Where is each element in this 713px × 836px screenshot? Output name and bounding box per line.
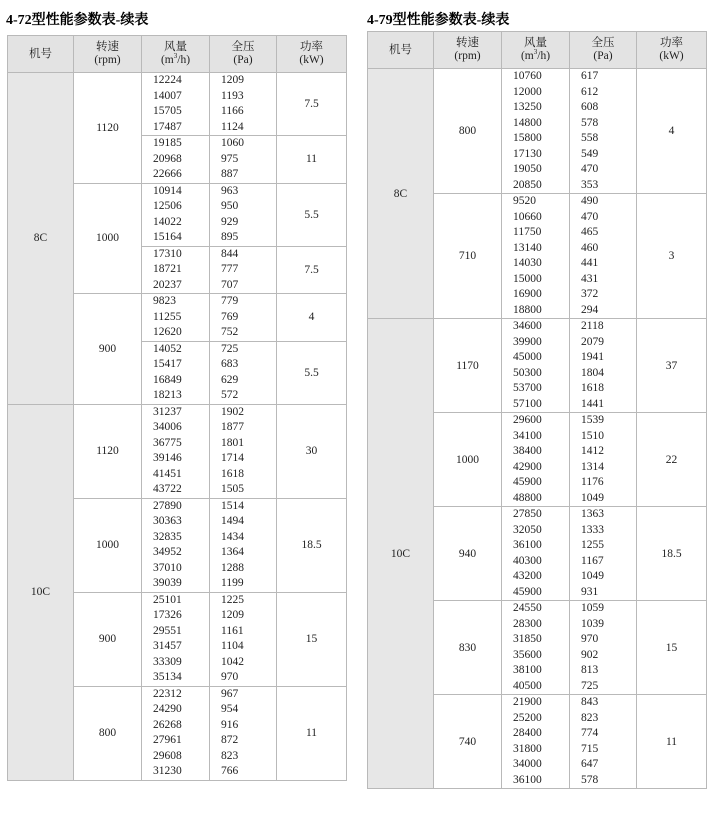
pressure-value: 1618 xyxy=(221,467,244,480)
pressure-value: 1199 xyxy=(221,577,244,589)
pressure-value: 895 xyxy=(221,231,239,243)
flow-value: 11255 xyxy=(153,310,182,323)
pressure-value: 1412 xyxy=(581,445,604,457)
power-cell: 7.5 xyxy=(277,73,347,136)
pressure-value: 970 xyxy=(581,633,599,645)
pressure-value: 578 xyxy=(581,116,599,129)
right-table-title: 4-79型性能参数表-续表 xyxy=(367,13,510,28)
pressure-value: 1804 xyxy=(581,366,604,379)
flow-values-cell xyxy=(502,413,570,507)
table-row xyxy=(8,73,347,136)
flow-value: 29551 xyxy=(153,624,182,637)
power-cell: 11 xyxy=(637,695,707,789)
flow-value: 20237 xyxy=(153,278,182,291)
power-cell: 37 xyxy=(637,319,707,413)
flow-value: 15000 xyxy=(513,272,542,285)
pressure-value: 872 xyxy=(221,734,239,746)
flow-value: 38100 xyxy=(513,664,542,676)
flow-values-cell xyxy=(142,686,210,780)
flow-value: 22312 xyxy=(153,687,182,700)
pressure-value: 1333 xyxy=(581,523,604,536)
flow-value: 14007 xyxy=(153,89,182,102)
header-speed: 转速 (rpm) xyxy=(434,32,502,69)
pressure-value: 975 xyxy=(221,152,239,165)
pressure-value: 1364 xyxy=(221,546,244,558)
pressure-value: 608 xyxy=(581,101,599,113)
flow-value: 50300 xyxy=(513,366,542,379)
header-speed: 转速 (rpm) xyxy=(74,36,142,73)
pressure-value: 1494 xyxy=(221,515,244,527)
pressure-value: 1510 xyxy=(581,429,604,442)
flow-value: 31850 xyxy=(513,633,542,645)
pressure-value: 1042 xyxy=(221,655,244,668)
flow-value: 14022 xyxy=(153,215,182,228)
pressure-value: 931 xyxy=(581,585,599,598)
flow-value: 40300 xyxy=(513,554,542,567)
pressure-value: 2079 xyxy=(581,335,604,348)
left-table-title: 4-72型性能参数表-续表 xyxy=(6,13,149,28)
flow-value: 29600 xyxy=(513,414,542,426)
pressure-value: 777 xyxy=(221,263,239,275)
flow-values-cell xyxy=(142,592,210,686)
flow-values-cell xyxy=(142,498,210,592)
pressure-value: 1877 xyxy=(221,421,244,433)
speed-cell: 1120 xyxy=(74,404,142,498)
speed-cell: 900 xyxy=(74,592,142,686)
pressure-value: 1060 xyxy=(221,137,244,149)
flow-value: 29608 xyxy=(153,749,182,762)
pressure-values-cell xyxy=(210,183,277,246)
pressure-value: 558 xyxy=(581,132,599,144)
flow-value: 38400 xyxy=(513,445,542,457)
flow-value: 34600 xyxy=(513,320,542,332)
flow-value: 36100 xyxy=(513,539,542,551)
flow-value: 31457 xyxy=(153,640,182,652)
pressure-value: 1161 xyxy=(221,624,244,637)
pressure-value: 353 xyxy=(581,178,599,191)
pressure-value: 617 xyxy=(581,70,599,82)
pressure-value: 950 xyxy=(221,200,239,212)
flow-value: 26268 xyxy=(153,718,182,731)
pressure-value: 490 xyxy=(581,195,599,207)
pressure-value: 441 xyxy=(581,257,599,269)
pressure-values-cell xyxy=(570,413,637,507)
flow-value: 42900 xyxy=(513,460,542,473)
flow-value: 10914 xyxy=(153,184,182,197)
pressure-values-cell xyxy=(210,341,277,404)
flow-values-cell xyxy=(502,601,570,695)
pressure-value: 549 xyxy=(581,147,599,160)
flow-value: 10660 xyxy=(513,210,542,223)
flow-values-cell xyxy=(142,404,210,498)
flow-value: 11750 xyxy=(513,226,542,238)
pressure-value: 1166 xyxy=(221,105,244,117)
flow-value: 13250 xyxy=(513,101,542,113)
pressure-values-cell xyxy=(570,601,637,695)
flow-value: 36100 xyxy=(513,773,542,786)
flow-value: 15417 xyxy=(153,358,182,370)
flow-values-cell xyxy=(502,507,570,601)
model-cell: 8C xyxy=(8,73,74,405)
flow-value: 37010 xyxy=(153,561,182,574)
pressure-values-cell xyxy=(570,194,637,319)
flow-values-cell xyxy=(502,695,570,789)
flow-value: 28300 xyxy=(513,617,542,630)
pressure-value: 813 xyxy=(581,664,599,676)
pressure-value: 1193 xyxy=(221,89,244,102)
right-performance-table xyxy=(367,31,707,789)
flow-values-cell xyxy=(142,73,210,136)
speed-cell: 800 xyxy=(74,686,142,780)
speed-cell: 830 xyxy=(434,601,502,695)
flow-value: 16900 xyxy=(513,288,542,300)
flow-value: 41451 xyxy=(153,467,182,480)
pressure-value: 715 xyxy=(581,742,599,755)
speed-cell: 1120 xyxy=(74,73,142,184)
pressure-value: 929 xyxy=(221,215,239,228)
pressure-value: 1514 xyxy=(221,499,244,512)
flow-values-cell xyxy=(142,183,210,246)
pressure-value: 916 xyxy=(221,718,239,731)
flow-values-cell xyxy=(502,69,570,194)
pressure-value: 1049 xyxy=(581,491,604,504)
pressure-value: 725 xyxy=(581,679,599,692)
flow-value: 27890 xyxy=(153,499,182,512)
speed-cell: 800 xyxy=(434,69,502,194)
power-cell: 15 xyxy=(277,592,347,686)
flow-values-cell xyxy=(142,246,210,294)
power-cell: 18.5 xyxy=(277,498,347,592)
power-cell: 5.5 xyxy=(277,183,347,246)
flow-value: 17310 xyxy=(153,247,182,260)
flow-value: 35600 xyxy=(513,648,542,661)
flow-value: 21900 xyxy=(513,696,542,708)
pressure-value: 465 xyxy=(581,226,599,238)
flow-value: 31800 xyxy=(513,742,542,755)
flow-value: 12224 xyxy=(153,74,182,86)
flow-value: 27961 xyxy=(153,734,182,746)
flow-value: 45900 xyxy=(513,476,542,488)
power-cell: 7.5 xyxy=(277,246,347,294)
flow-value: 20850 xyxy=(513,178,542,191)
flow-value: 14800 xyxy=(513,116,542,129)
flow-value: 12000 xyxy=(513,85,542,98)
pressure-value: 1801 xyxy=(221,436,244,449)
power-cell: 3 xyxy=(637,194,707,319)
flow-value: 40500 xyxy=(513,679,542,692)
pressure-value: 1225 xyxy=(221,593,244,606)
flow-value: 24290 xyxy=(153,703,182,715)
pressure-values-cell xyxy=(570,695,637,789)
pressure-value: 954 xyxy=(221,703,239,715)
pressure-value: 578 xyxy=(581,773,599,786)
model-cell: 10C xyxy=(8,404,74,780)
pressure-values-cell xyxy=(570,507,637,601)
flow-value: 16849 xyxy=(153,373,182,386)
flow-value: 13140 xyxy=(513,241,542,254)
header-model: 机号 xyxy=(8,36,74,73)
pressure-value: 2118 xyxy=(581,320,604,332)
flow-value: 24550 xyxy=(513,602,542,614)
flow-value: 22666 xyxy=(153,168,182,180)
pressure-values-cell xyxy=(570,319,637,413)
flow-value: 36775 xyxy=(153,436,182,449)
flow-values-cell xyxy=(142,136,210,184)
pressure-values-cell xyxy=(210,73,277,136)
pressure-value: 774 xyxy=(581,727,599,739)
pressure-value: 470 xyxy=(581,163,599,175)
flow-value: 18800 xyxy=(513,303,542,316)
pressure-value: 1618 xyxy=(581,382,604,394)
flow-value: 15705 xyxy=(153,105,182,117)
pressure-values-cell xyxy=(210,136,277,184)
header-pressure: 全压 (Pa) xyxy=(570,32,637,69)
flow-value: 31237 xyxy=(153,405,182,418)
header-power: 功率 (kW) xyxy=(277,36,347,73)
pressure-value: 970 xyxy=(221,671,239,683)
pressure-value: 887 xyxy=(221,168,239,180)
flow-value: 9823 xyxy=(153,295,176,307)
pressure-value: 967 xyxy=(221,687,239,700)
flow-value: 34000 xyxy=(513,758,542,770)
flow-value: 33309 xyxy=(153,655,182,668)
flow-value: 15800 xyxy=(513,132,542,144)
flow-values-cell xyxy=(502,319,570,413)
flow-value: 31230 xyxy=(153,765,182,777)
pressure-value: 1039 xyxy=(581,617,604,630)
flow-value: 10760 xyxy=(513,70,542,82)
model-cell: 8C xyxy=(368,69,434,319)
flow-value: 25200 xyxy=(513,711,542,724)
pressure-value: 629 xyxy=(221,373,239,386)
power-cell: 15 xyxy=(637,601,707,695)
pressure-value: 647 xyxy=(581,758,599,770)
pressure-value: 752 xyxy=(221,326,239,338)
pressure-value: 707 xyxy=(221,278,239,291)
flow-value: 28400 xyxy=(513,727,542,739)
header-pressure: 全压 (Pa) xyxy=(210,36,277,73)
flow-value: 12620 xyxy=(153,326,182,338)
pressure-values-cell xyxy=(570,69,637,194)
pressure-value: 766 xyxy=(221,765,239,777)
flow-value: 39039 xyxy=(153,577,182,589)
speed-cell: 1000 xyxy=(74,183,142,294)
flow-value: 12506 xyxy=(153,200,182,212)
flow-value: 45000 xyxy=(513,351,542,363)
pressure-value: 1124 xyxy=(221,120,244,133)
power-cell: 18.5 xyxy=(637,507,707,601)
power-cell: 5.5 xyxy=(277,341,347,404)
flow-value: 17326 xyxy=(153,609,182,621)
pressure-value: 779 xyxy=(221,295,239,307)
pressure-values-cell xyxy=(210,246,277,294)
flow-value: 32835 xyxy=(153,530,182,543)
power-cell: 11 xyxy=(277,136,347,184)
flow-value: 18213 xyxy=(153,389,182,401)
pressure-value: 963 xyxy=(221,184,239,197)
power-cell: 4 xyxy=(277,294,347,342)
pressure-value: 1167 xyxy=(581,554,604,567)
pressure-value: 1363 xyxy=(581,508,604,520)
flow-value: 34006 xyxy=(153,421,182,433)
flow-value: 39900 xyxy=(513,335,542,348)
flow-value: 19185 xyxy=(153,137,182,149)
header-flow: 风量 $(m^3/h)$ xyxy=(142,36,210,73)
flow-value: 39146 xyxy=(153,452,182,464)
pressure-value: 1288 xyxy=(221,561,244,574)
table-row xyxy=(8,404,347,498)
flow-value: 18721 xyxy=(153,263,182,275)
flow-values-cell xyxy=(502,194,570,319)
flow-value: 57100 xyxy=(513,397,542,410)
header-flow: 风量 $(m^3/h)$ xyxy=(502,32,570,69)
pressure-values-cell xyxy=(210,404,277,498)
flow-value: 25101 xyxy=(153,593,182,606)
power-cell: 4 xyxy=(637,69,707,194)
pressure-value: 1209 xyxy=(221,74,244,86)
flow-value: 43200 xyxy=(513,570,542,582)
pressure-value: 823 xyxy=(221,749,239,762)
flow-value: 14030 xyxy=(513,257,542,269)
flow-value: 53700 xyxy=(513,382,542,394)
speed-cell: 1170 xyxy=(434,319,502,413)
flow-value: 19050 xyxy=(513,163,542,175)
pressure-value: 843 xyxy=(581,696,599,708)
pressure-value: 1714 xyxy=(221,452,244,464)
pressure-value: 902 xyxy=(581,648,599,661)
pressure-value: 769 xyxy=(221,310,239,323)
flow-value: 17487 xyxy=(153,120,182,133)
speed-cell: 710 xyxy=(434,194,502,319)
flow-value: 32050 xyxy=(513,523,542,536)
pressure-values-cell xyxy=(210,592,277,686)
pressure-value: 460 xyxy=(581,241,599,254)
flow-values-cell xyxy=(142,341,210,404)
pressure-values-cell xyxy=(210,686,277,780)
pressure-value: 431 xyxy=(581,272,599,285)
header-model: 机号 xyxy=(368,32,434,69)
pressure-value: 1902 xyxy=(221,405,244,418)
pressure-value: 844 xyxy=(221,247,239,260)
flow-value: 45900 xyxy=(513,585,542,598)
pressure-value: 823 xyxy=(581,711,599,724)
power-cell: 30 xyxy=(277,404,347,498)
pressure-value: 470 xyxy=(581,210,599,223)
speed-cell: 940 xyxy=(434,507,502,601)
pressure-value: 1049 xyxy=(581,570,604,582)
pressure-value: 294 xyxy=(581,303,599,316)
pressure-value: 1314 xyxy=(581,460,604,473)
flow-value: 34100 xyxy=(513,429,542,442)
model-cell: 10C xyxy=(368,319,434,789)
pressure-values-cell xyxy=(210,294,277,342)
pressure-value: 1505 xyxy=(221,483,244,495)
pressure-value: 1059 xyxy=(581,602,604,614)
pressure-value: 1539 xyxy=(581,414,604,426)
speed-cell: 900 xyxy=(74,294,142,405)
header-power: 功率 (kW) xyxy=(637,32,707,69)
pressure-value: 683 xyxy=(221,358,239,370)
pressure-value: 572 xyxy=(221,389,239,401)
speed-cell: 1000 xyxy=(434,413,502,507)
pressure-values-cell xyxy=(210,498,277,592)
pressure-value: 1209 xyxy=(221,609,244,621)
flow-value: 27850 xyxy=(513,508,542,520)
pressure-value: 372 xyxy=(581,288,599,300)
flow-value: 17130 xyxy=(513,147,542,160)
flow-value: 34952 xyxy=(153,546,182,558)
speed-cell: 1000 xyxy=(74,498,142,592)
flow-value: 43722 xyxy=(153,483,182,495)
flow-value: 14052 xyxy=(153,342,182,355)
flow-value: 48800 xyxy=(513,491,542,504)
flow-value: 9520 xyxy=(513,195,536,207)
pressure-value: 612 xyxy=(581,85,599,98)
pressure-value: 1941 xyxy=(581,351,604,363)
flow-value: 30363 xyxy=(153,515,182,527)
power-cell: 11 xyxy=(277,686,347,780)
flow-value: 15164 xyxy=(153,231,182,243)
speed-cell: 740 xyxy=(434,695,502,789)
table-row xyxy=(368,319,707,413)
pressure-value: 1434 xyxy=(221,530,244,543)
pressure-value: 1176 xyxy=(581,476,604,488)
power-cell: 22 xyxy=(637,413,707,507)
pressure-value: 725 xyxy=(221,342,239,355)
flow-value: 20968 xyxy=(153,152,182,165)
left-performance-table xyxy=(7,35,347,781)
pressure-value: 1441 xyxy=(581,397,604,410)
pressure-value: 1255 xyxy=(581,539,604,551)
table-row xyxy=(368,69,707,194)
flow-value: 35134 xyxy=(153,671,182,683)
pressure-value: 1104 xyxy=(221,640,244,652)
flow-values-cell xyxy=(142,294,210,342)
